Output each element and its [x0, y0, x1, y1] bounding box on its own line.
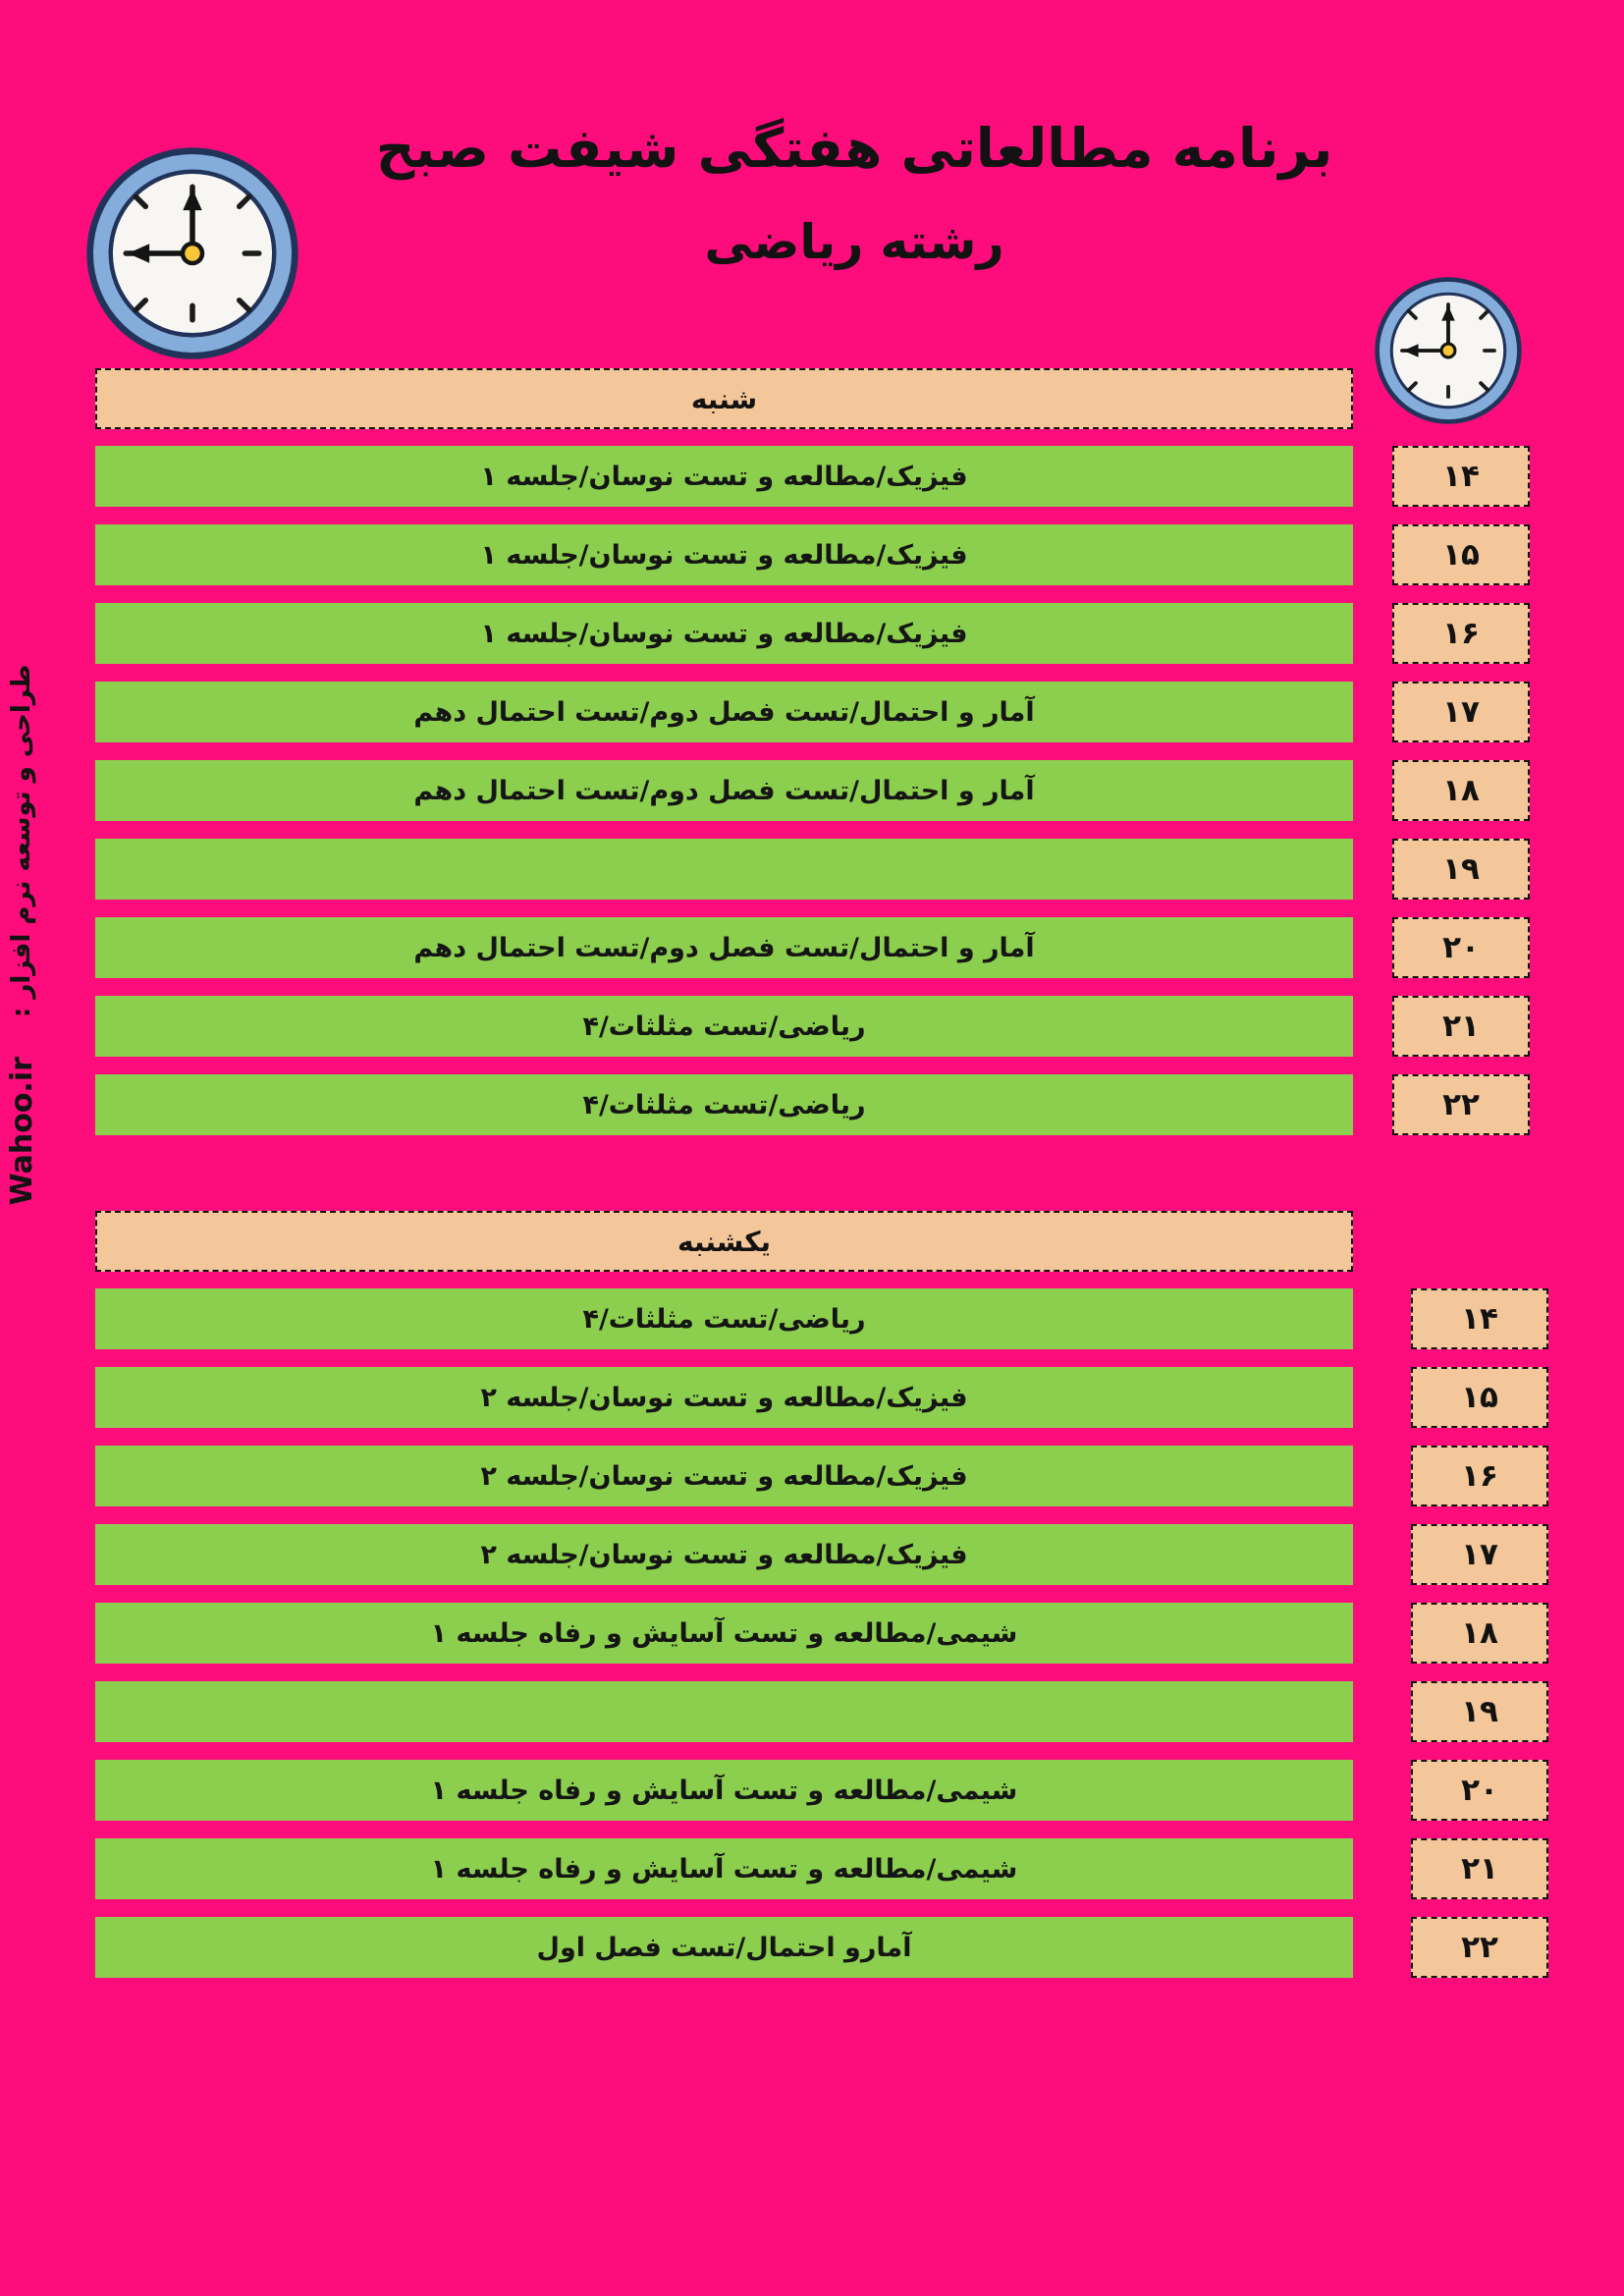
day-section-saturday [95, 368, 1530, 1153]
time-box: ۱۸ [1411, 1603, 1548, 1664]
task-bar: آمار و احتمال/تست فصل دوم/تست احتمال دهم [95, 917, 1353, 978]
time-box: ۱۶ [1392, 603, 1530, 664]
schedule-row [95, 839, 1530, 900]
schedule-row [95, 760, 1530, 821]
time-box: ۱۴ [1392, 446, 1530, 507]
day-header: یکشنبه [95, 1211, 1353, 1272]
time-box: ۲۲ [1411, 1917, 1548, 1978]
time-box: ۱۵ [1411, 1367, 1548, 1428]
schedule-row [95, 524, 1530, 585]
schedule-row [95, 1917, 1548, 1978]
time-box: ۲۱ [1392, 996, 1530, 1057]
title-block [314, 116, 1394, 272]
schedule-row [95, 1446, 1548, 1506]
schedule-row [95, 917, 1530, 978]
schedule-row [95, 682, 1530, 742]
task-bar: فیزیک/مطالعه و تست نوسان/جلسه ۱ [95, 603, 1353, 664]
schedule-row [95, 1603, 1548, 1664]
task-bar: فیزیک/مطالعه و تست نوسان/جلسه ۲ [95, 1367, 1353, 1428]
schedule-row [95, 1681, 1548, 1742]
schedule-row [95, 1838, 1548, 1899]
task-bar [95, 839, 1353, 900]
time-box: ۲۰ [1411, 1760, 1548, 1821]
time-box: ۲۲ [1392, 1074, 1530, 1135]
credit-site: Wahoo.ir [4, 1057, 39, 1206]
task-bar: شیمی/مطالعه و تست آسایش و رفاه جلسه ۱ [95, 1760, 1353, 1821]
credit-watermark [0, 630, 43, 1239]
time-box: ۱۹ [1392, 839, 1530, 900]
page-title: برنامه مطالعاتی هفتگی شیفت صبح [375, 117, 1333, 180]
task-bar: شیمی/مطالعه و تست آسایش و رفاه جلسه ۱ [95, 1838, 1353, 1899]
schedule-row [95, 1288, 1548, 1349]
page-subtitle: رشته ریاضی [704, 214, 1004, 270]
schedule-row [95, 1524, 1548, 1585]
task-bar: فیزیک/مطالعه و تست نوسان/جلسه ۱ [95, 524, 1353, 585]
task-bar: آمار و احتمال/تست فصل دوم/تست احتمال دهم [95, 682, 1353, 742]
task-bar: ریاضی/تست مثلثات/۴ [95, 996, 1353, 1057]
time-box: ۲۱ [1411, 1838, 1548, 1899]
time-box: ۱۷ [1392, 682, 1530, 742]
schedule-row [95, 1760, 1548, 1821]
credit-text: طراحی و توسعه نرم افزار : [7, 664, 36, 1018]
task-bar: آمار و احتمال/تست فصل دوم/تست احتمال دهم [95, 760, 1353, 821]
day-section-sunday [95, 1211, 1548, 1995]
schedule-row [95, 1367, 1548, 1428]
time-box: ۱۹ [1411, 1681, 1548, 1742]
rows-container [95, 1288, 1548, 1978]
task-bar: ریاضی/تست مثلثات/۴ [95, 1288, 1353, 1349]
task-bar [95, 1681, 1353, 1742]
day-header: شنبه [95, 368, 1353, 429]
time-box: ۱۵ [1392, 524, 1530, 585]
task-bar: فیزیک/مطالعه و تست نوسان/جلسه ۱ [95, 446, 1353, 507]
schedule-row [95, 603, 1530, 664]
schedule-row [95, 996, 1530, 1057]
schedule-row [95, 446, 1530, 507]
task-bar: ریاضی/تست مثلثات/۴ [95, 1074, 1353, 1135]
task-bar: فیزیک/مطالعه و تست نوسان/جلسه ۲ [95, 1446, 1353, 1506]
task-bar: آمارو احتمال/تست فصل اول [95, 1917, 1353, 1978]
time-box: ۱۴ [1411, 1288, 1548, 1349]
time-box: ۲۰ [1392, 917, 1530, 978]
time-box: ۱۸ [1392, 760, 1530, 821]
time-box: ۱۶ [1411, 1446, 1548, 1506]
clock-icon [83, 144, 301, 362]
task-bar: شیمی/مطالعه و تست آسایش و رفاه جلسه ۱ [95, 1603, 1353, 1664]
time-box: ۱۷ [1411, 1524, 1548, 1585]
schedule-row [95, 1074, 1530, 1135]
rows-container [95, 446, 1530, 1135]
task-bar: فیزیک/مطالعه و تست نوسان/جلسه ۲ [95, 1524, 1353, 1585]
